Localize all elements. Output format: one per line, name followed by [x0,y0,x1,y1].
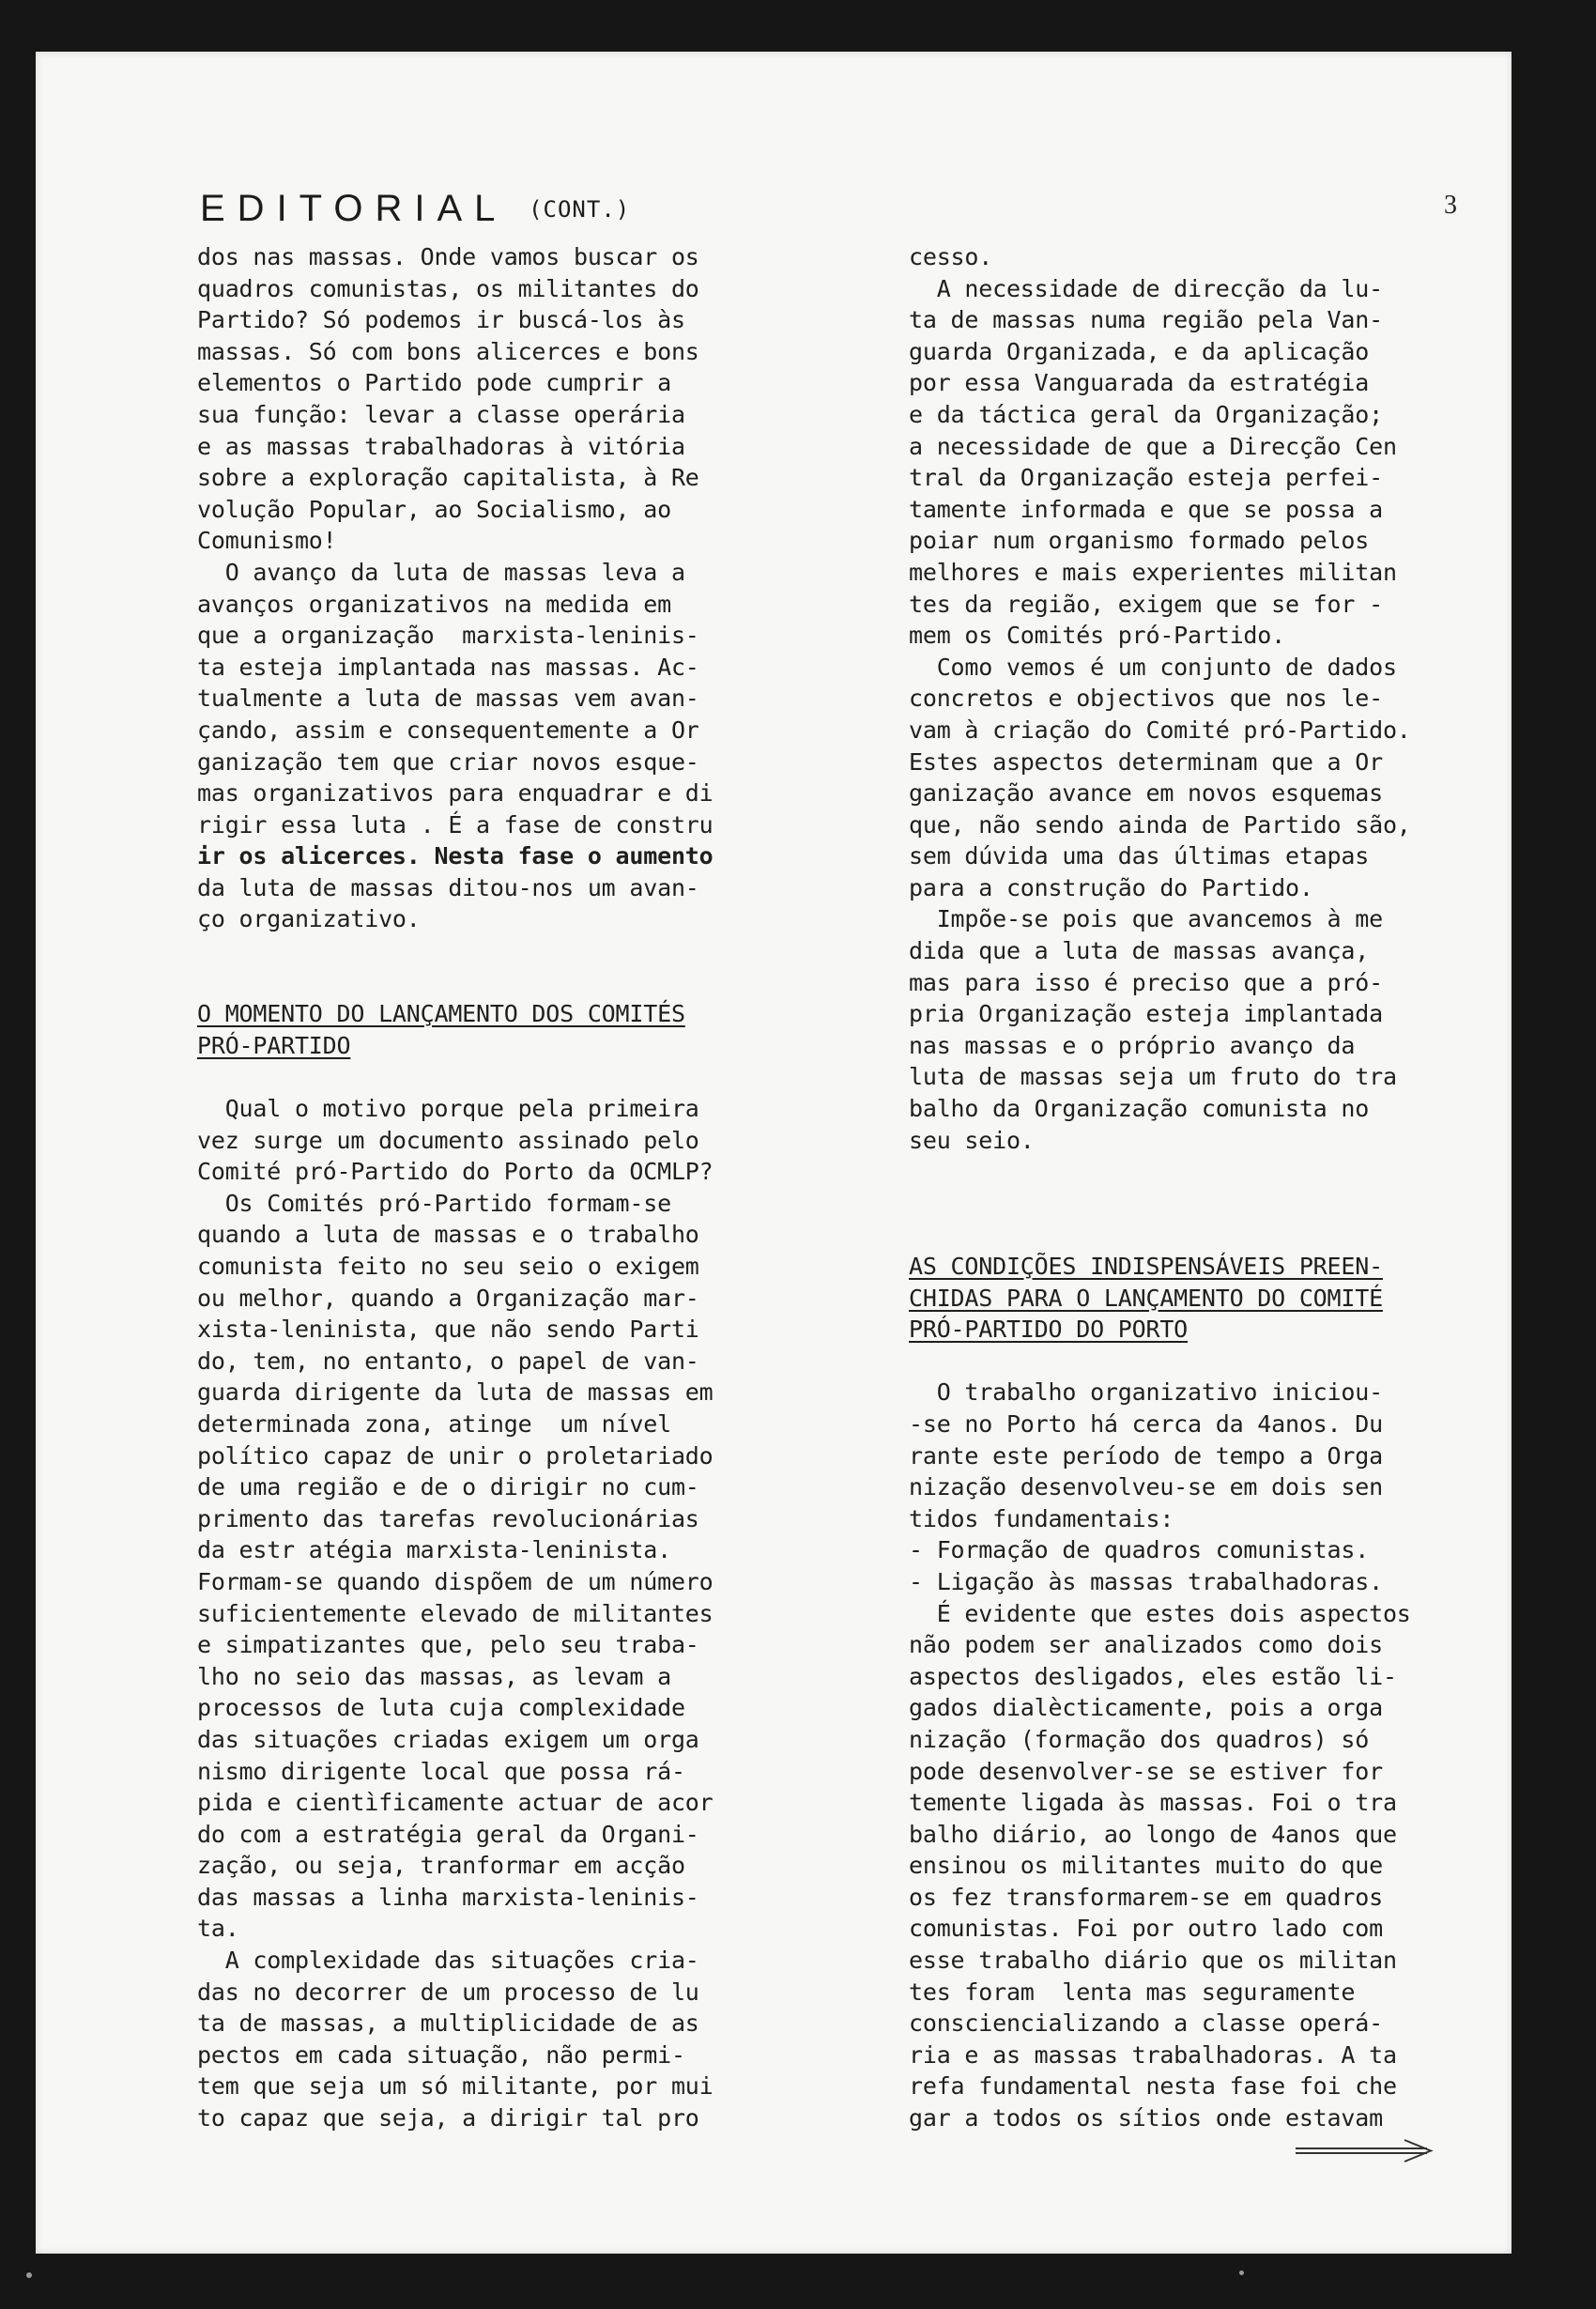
text-line [197,336,714,368]
text-line [197,935,714,967]
heading-suffix: (CONT.) [529,196,631,223]
line-text: ço organizativo. [197,905,421,933]
line-text: elementos o Partido pode cumprir a [197,369,671,397]
text-line [909,620,1411,652]
text-line [197,1629,714,1661]
section-heading-line: CHIDAS PARA O LANÇAMENTO DO COMITÉ [909,1284,1383,1312]
text-line [197,998,714,1030]
line-text: tes da região, exigem que se for - [909,590,1383,618]
text-line [197,1251,714,1283]
text-line [197,2102,714,2134]
section-heading-line: PRÓ-PARTIDO [197,1031,351,1059]
text-line [909,304,1411,336]
line-text: pode desenvolver-se se estiver for [909,1757,1383,1785]
line-text: por essa Vanguarada da estratégia [909,369,1370,397]
line-text: tral da Organização esteja perfei- [909,464,1383,492]
line-text: esse trabalho diário que os militan [909,1947,1397,1975]
text-line [197,683,714,715]
text-line [197,1219,714,1251]
line-text: suficientemente elevado de militantes [197,1599,714,1627]
text-line [197,367,714,399]
line-text: concretos e objectivos que nos le- [909,685,1383,713]
text-line [197,525,714,557]
text-line [909,967,1411,999]
heading-title: EDITORIAL [200,188,506,229]
line-text: para a construção do Partido. [909,873,1313,901]
text-line [197,1471,714,1503]
line-text: massas. Só com bons alicerces e bons [197,337,699,365]
line-text: pectos em cada situação, não permi- [197,2040,685,2069]
text-line [197,462,714,494]
line-text: ta esteja implantada nas massas. Ac- [197,653,699,681]
text-line [909,809,1411,841]
text-line [909,1534,1411,1566]
line-text: Como vemos é um conjunto de dados [909,653,1397,681]
line-text: ir os alicerces. Nesta fase o aumento [197,842,714,870]
line-text: nização (formação dos quadros) só [909,1725,1370,1753]
line-text: da luta de massas ditou-nos um avan- [197,873,699,901]
scan-speck [26,2272,32,2278]
line-text: da estr atégia marxista-leninista. [197,1536,671,1564]
text-line [197,2008,714,2040]
line-text: mas para isso é preciso que a pró- [909,968,1383,996]
text-line [909,1756,1411,1788]
line-text: gados dialècticamente, pois a orga [909,1694,1383,1722]
text-line [909,1661,1411,1693]
text-line [197,715,714,747]
line-text: de uma região e de o dirigir no cum- [197,1473,699,1501]
text-line [197,494,714,526]
line-text: É evidente que estes dois aspectos [909,1599,1411,1627]
page-number: 3 [1444,191,1457,220]
text-line [197,273,714,305]
text-line [909,241,1411,273]
line-text: nização desenvolveu-se em dois sen [909,1473,1383,1501]
line-text: sobre a exploração capitalista, à Re [197,464,699,492]
line-text: Comunismo! [197,527,337,555]
text-line [197,1346,714,1378]
section-heading-line: O MOMENTO DO LANÇAMENTO DOS COMITÉS [197,1000,685,1028]
right-column [909,241,1411,2134]
text-line [197,1945,714,1977]
text-line [909,1598,1411,1630]
section-heading-line: PRÓ-PARTIDO DO PORTO [909,1316,1189,1344]
text-line [197,399,714,431]
text-line [909,1566,1411,1598]
line-text: ou melhor, quando a Organização mar- [197,1284,699,1312]
line-text: processos de luta cuja complexidade [197,1694,685,1722]
text-line [909,1882,1411,1914]
text-line [909,747,1411,778]
text-line [909,1440,1411,1472]
text-line [909,1377,1411,1408]
text-line [197,1408,714,1440]
section-heading-line: AS CONDIÇÕES INDISPENSÁVEIS PREEN- [909,1253,1383,1280]
text-line [909,1850,1411,1882]
text-line [197,840,714,872]
line-text: balho da Organização comunista no [909,1095,1370,1123]
line-text: os fez transformarem-se em quadros [909,1883,1383,1911]
line-text: avanços organizativos na medida em [197,590,671,618]
text-line [197,1692,714,1724]
text-line [909,525,1411,557]
text-line [909,1629,1411,1661]
text-line [909,1219,1411,1251]
text-line [197,1377,714,1408]
line-text: refa fundamental nesta fase foi che [909,2072,1397,2101]
line-text: tem que seja um só militante, por mui [197,2072,714,2101]
line-text: ta. [197,1915,239,1943]
line-text: Estes aspectos determinam que a Or [909,747,1383,776]
text-line [197,1125,714,1157]
text-line [909,273,1411,305]
line-text: O trabalho organizativo iniciou- [909,1378,1383,1407]
text-line [909,903,1411,935]
text-line [197,1061,714,1093]
text-line [909,1314,1411,1346]
text-line [197,1977,714,2009]
text-line [197,1819,714,1851]
line-text: volução Popular, ao Socialismo, ao [197,495,671,523]
line-text: melhores e mais experientes militan [909,558,1397,586]
text-line [909,2102,1411,2134]
text-line [197,1756,714,1788]
line-text: do com a estratégia geral da Organi- [197,1820,699,1848]
line-text: sem dúvida uma das últimas etapas [909,842,1370,870]
line-text: sua função: levar a classe operária [197,400,685,428]
line-text: tualmente a luta de massas vem avan- [197,685,699,713]
text-line [197,1156,714,1188]
text-line [909,715,1411,747]
line-text: gar a todos os sítios onde estavam [909,2104,1383,2132]
text-line [197,1534,714,1566]
line-text: A necessidade de direcção da lu- [909,274,1383,302]
text-line [197,903,714,935]
text-line [909,1977,1411,2009]
text-line [197,1850,714,1882]
line-text: quando a luta de massas e o trabalho [197,1221,699,1249]
text-line [909,2008,1411,2040]
text-line [197,1661,714,1693]
text-line [909,777,1411,809]
text-line [197,1913,714,1945]
line-text: - Formação de quadros comunistas. [909,1536,1370,1564]
line-text: rante este período de tempo a Orga [909,1441,1383,1470]
text-line [909,1408,1411,1440]
text-line [197,1314,714,1346]
text-line [197,2070,714,2102]
text-line [909,494,1411,526]
text-line [909,1251,1411,1283]
text-line [909,1093,1411,1125]
line-text: e simpatizantes que, pelo seu traba- [197,1631,699,1659]
text-line [197,1030,714,1062]
text-line [909,1787,1411,1819]
line-text: ganização avance em novos esquemas [909,779,1383,808]
text-line [909,336,1411,368]
text-line [909,1945,1411,1977]
text-line [197,652,714,684]
text-line [909,1188,1411,1220]
line-text: luta de massas seja um fruto do tra [909,1063,1397,1091]
line-text: que, não sendo ainda de Partido são, [909,810,1411,839]
text-line [909,935,1411,967]
text-line [909,2070,1411,2102]
line-text: comunistas. Foi por outro lado com [909,1915,1383,1943]
line-text: quadros comunistas, os militantes do [197,274,699,302]
line-text: balho diário, ao longo de 4anos que [909,1820,1397,1848]
line-text: aspectos desligados, eles estão li- [909,1662,1397,1690]
text-line [197,557,714,589]
line-text: Qual o motivo porque pela primeira [197,1095,699,1123]
text-line [909,652,1411,684]
line-text: tamente informada e que se possa a [909,495,1383,523]
text-line [909,1819,1411,1851]
line-text: nas massas e o próprio avanço da [909,1031,1356,1059]
line-text: Comité pró-Partido do Porto da OCMLP? [197,1158,714,1186]
line-text: A complexidade das situações cria- [197,1947,699,1975]
text-line [909,1913,1411,1945]
line-text: seu seio. [909,1126,1035,1154]
text-line [197,777,714,809]
line-text: Os Comités pró-Partido formam-se [197,1189,671,1217]
line-text: das situações criadas exigem um orga [197,1725,699,1753]
line-text: primento das tarefas revolucionárias [197,1504,699,1532]
line-text: xista-leninista, que não sendo Parti [197,1316,699,1344]
line-text: vez surge um documento assinado pelo [197,1126,699,1154]
line-text: zação, ou seja, tranformar em acção [197,1852,685,1880]
line-text: mas organizativos para enquadrar e di [197,779,714,808]
line-text: e da táctica geral da Organização; [909,400,1383,428]
line-text: lho no seio das massas, as levam a [197,1662,671,1690]
line-text: dida que a luta de massas avança, [909,937,1370,965]
text-line [909,1125,1411,1157]
text-line [197,620,714,652]
text-line [909,431,1411,463]
text-line [197,241,714,273]
line-text: cesso. [909,243,993,270]
text-line [909,2040,1411,2071]
line-text: e as massas trabalhadoras à vitória [197,432,685,460]
text-line [909,1503,1411,1535]
text-line [909,589,1411,621]
line-text: rigir essa luta . É a fase de constru [197,810,714,839]
text-line [197,589,714,621]
line-text: comunista feito no seu seio o exigem [197,1253,699,1280]
text-line [197,1787,714,1819]
text-line [197,747,714,778]
line-text: O avanço da luta de massas leva a [197,558,685,586]
line-text: guarda Organizada, e da aplicação [909,337,1370,365]
text-line [197,1440,714,1472]
text-line [197,1566,714,1598]
line-text: pria Organização esteja implantada [909,1000,1383,1028]
continued-arrow-icon [1294,2136,1435,2164]
line-text: temente ligada às massas. Foi o tra [909,1789,1397,1817]
editorial-heading [200,188,630,230]
text-line [197,872,714,904]
line-text: guarda dirigente da luta de massas em [197,1378,714,1407]
line-text: dos nas massas. Onde vamos buscar os [197,243,699,270]
line-text: político capaz de unir o proletariado [197,1441,714,1470]
line-text: das no decorrer de um processo de lu [197,1978,699,2006]
text-line [197,304,714,336]
text-line [909,367,1411,399]
line-text: pida e cientìficamente actuar de acor [197,1789,714,1817]
line-text: vam à criação do Comité pró-Partido. [909,716,1411,744]
text-line [197,1724,714,1756]
line-text: Formam-se quando dispõem de um número [197,1567,714,1595]
line-text: ta de massas, a multiplicidade de as [197,2009,699,2038]
line-text: - Ligação às massas trabalhadoras. [909,1567,1383,1595]
text-line [909,1030,1411,1062]
text-line [909,1471,1411,1503]
text-line [909,1724,1411,1756]
line-text: Impõe-se pois que avancemos à me [909,905,1383,933]
line-text: não podem ser analizados como dois [909,1631,1383,1659]
line-text: tidos fundamentais: [909,1504,1174,1532]
line-text: tes foram lenta mas seguramente [909,1978,1356,2006]
line-text: das massas a linha marxista-leninis- [197,1883,699,1911]
text-line [197,1598,714,1630]
text-line [909,840,1411,872]
text-line [909,683,1411,715]
text-line [197,1283,714,1315]
text-line [197,967,714,999]
line-text: ta de massas numa região pela Van- [909,306,1383,334]
text-line [197,1093,714,1125]
text-line [909,557,1411,589]
line-text: do, tem, no entanto, o papel de van- [197,1347,699,1375]
scan-speck [1239,2271,1244,2275]
text-line [197,1188,714,1220]
line-text: Partido? Só podemos ir buscá-los às [197,306,685,334]
line-text: ensinou os militantes muito do que [909,1852,1383,1880]
text-line [909,1692,1411,1724]
line-text: to capaz que seja, a dirigir tal pro [197,2104,699,2132]
text-line [909,1346,1411,1378]
text-line [909,1061,1411,1093]
line-text: consciencializando a classe operá- [909,2009,1383,2038]
line-text: çando, assim e consequentemente a Or [197,716,699,744]
line-text: nismo dirigente local que possa rá- [197,1757,685,1785]
text-line [909,998,1411,1030]
line-text: determinada zona, atinge um nível [197,1409,671,1438]
text-line [197,2040,714,2071]
line-text: mem os Comités pró-Partido. [909,622,1285,650]
text-line [909,462,1411,494]
text-line [909,399,1411,431]
text-line [909,1283,1411,1315]
text-line [909,872,1411,904]
line-text: ganização tem que criar novos esque- [197,747,699,776]
text-line [197,809,714,841]
text-line [197,1882,714,1914]
text-line [909,1156,1411,1188]
line-text: que a organização marxista-leninis- [197,622,699,650]
text-line [197,431,714,463]
left-column [197,241,714,2134]
line-text: -se no Porto há cerca da 4anos. Du [909,1409,1383,1438]
text-line [197,1503,714,1535]
line-text: ria e as massas trabalhadoras. A ta [909,2040,1397,2069]
line-text: poiar num organismo formado pelos [909,527,1370,555]
line-text: a necessidade de que a Direcção Cen [909,432,1397,460]
